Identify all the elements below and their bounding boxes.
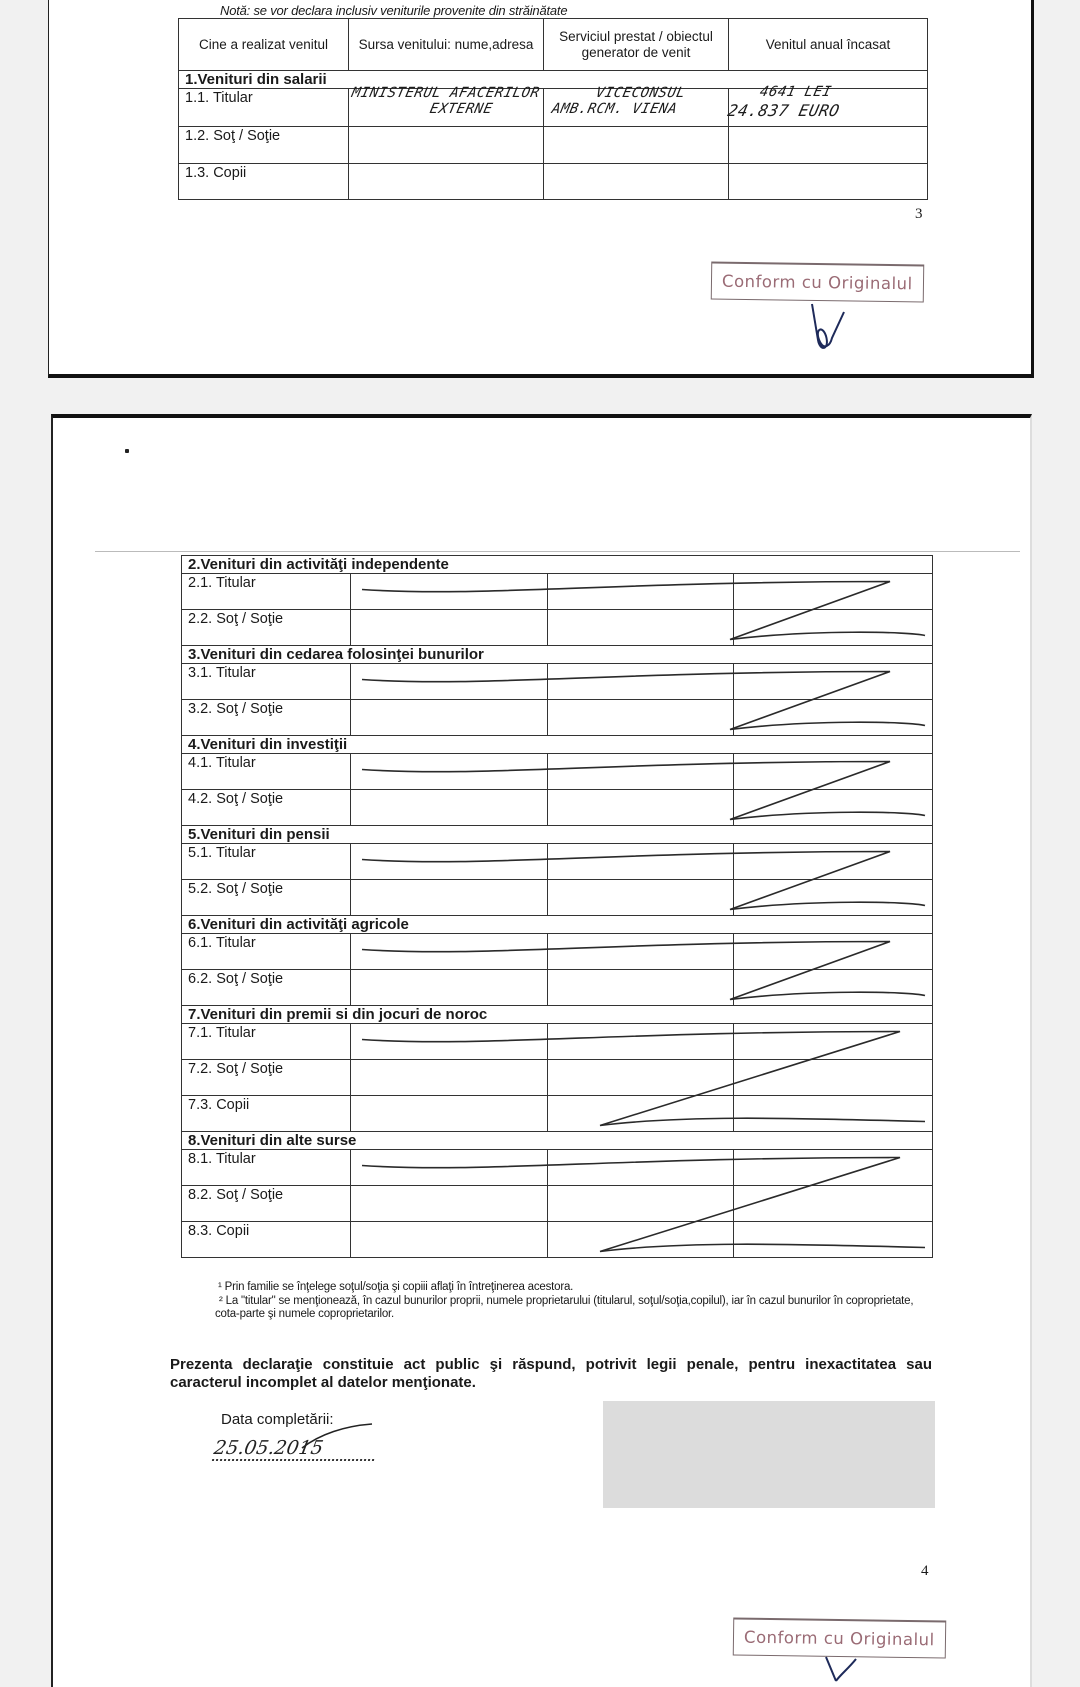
empty-cell: [734, 664, 933, 700]
section-title: 8.Venituri din alte surse: [182, 1132, 933, 1150]
table-row: [179, 164, 928, 200]
empty-cell: [351, 1024, 548, 1060]
legal-declaration: Prezenta declaraţie constituie act public şi răspund, potrivit legii penale, pentru inexactitatea sau caracterul incomplet al datelor menţionate.: [170, 1356, 932, 1391]
table-row: [182, 934, 933, 970]
column-header-annual-income: Venitul anual încasat: [729, 19, 928, 71]
completion-date-value: 25.05.2015: [212, 1437, 378, 1461]
row-label: 2.1. Titular: [182, 574, 351, 610]
footnote-family: ¹ Prin familie se înţelege soţul/soţia şi copiii aflaţi în întreţinerea acestora.: [218, 1281, 574, 1293]
empty-cell: [734, 934, 933, 970]
section-header-row: [182, 736, 933, 754]
income-table-other: [181, 555, 933, 1258]
row-label: 5.2. Soţ / Soţie: [182, 880, 351, 916]
signature-icon: [800, 300, 860, 360]
table-row: [182, 1060, 933, 1096]
row-label: 1.1. Titular: [179, 89, 349, 127]
empty-cell: [351, 970, 548, 1006]
table-row: [182, 1150, 933, 1186]
row-label: 6.1. Titular: [182, 934, 351, 970]
row-label: 8.2. Soţ / Soţie: [182, 1186, 351, 1222]
table-row: [182, 970, 933, 1006]
completion-date-label: Data completării:: [221, 1411, 334, 1428]
table-row: [182, 664, 933, 700]
row-label: 4.2. Soţ / Soţie: [182, 790, 351, 826]
handwritten-source-line2: EXTERNE: [428, 101, 495, 117]
empty-cell: [734, 844, 933, 880]
empty-cell: [734, 1096, 933, 1132]
table-row: [182, 1096, 933, 1132]
divider-line: [95, 551, 1020, 552]
empty-cell: [734, 700, 933, 736]
column-header-service: Serviciul prestat / obiectul generator de venit: [544, 19, 729, 71]
empty-cell: [351, 934, 548, 970]
table-row: [182, 610, 933, 646]
row-label: 7.1. Titular: [182, 1024, 351, 1060]
section-header-row: [182, 916, 933, 934]
empty-cell: [351, 574, 548, 610]
table-row: [182, 880, 933, 916]
row-label: 7.2. Soţ / Soţie: [182, 1060, 351, 1096]
section-title: 7.Venituri din premii si din jocuri de noroc: [182, 1006, 933, 1024]
empty-cell: [548, 1186, 734, 1222]
section-title: 3.Venituri din cedarea folosinţei bunurilor: [182, 646, 933, 664]
row-label: 7.3. Copii: [182, 1096, 351, 1132]
empty-cell: [734, 880, 933, 916]
signature-icon: [818, 1655, 868, 1683]
column-header-who: Cine a realizat venitul: [179, 19, 349, 71]
row-label: 3.1. Titular: [182, 664, 351, 700]
handwritten-source-line1: MINISTERUL AFACERILOR: [350, 85, 542, 101]
empty-cell: [351, 754, 548, 790]
empty-cell: [734, 610, 933, 646]
row-label: 8.3. Copii: [182, 1222, 351, 1258]
certified-copy-stamp: Conform cu Originalul: [733, 1618, 946, 1659]
row-label: 4.1. Titular: [182, 754, 351, 790]
empty-cell: [734, 1060, 933, 1096]
empty-cell: [351, 844, 548, 880]
section-header-row: [182, 646, 933, 664]
empty-cell: [548, 700, 734, 736]
empty-cell: [548, 844, 734, 880]
empty-cell: [351, 1060, 548, 1096]
empty-cell: [351, 1222, 548, 1258]
row-label: 5.1. Titular: [182, 844, 351, 880]
table-row: [182, 1222, 933, 1258]
empty-cell: [548, 934, 734, 970]
empty-cell: [548, 970, 734, 1006]
section-header-row: [182, 826, 933, 844]
empty-cell: [548, 1060, 734, 1096]
section-title: 2.Venituri din activităţi independente: [182, 556, 933, 574]
table-header-row: [179, 19, 928, 71]
footnote-titular: ² La "titular" se menţionează, în cazul bunurilor proprii, numele proprietarului (titularul, soţul/soţia,copilul), iar în cazul bunurilor în coproprietate, cota-parte şi numele coproprietarilor.: [215, 1295, 914, 1320]
row-label: 2.2. Soţ / Soţie: [182, 610, 351, 646]
empty-cell: [548, 1096, 734, 1132]
row-label: 3.2. Soţ / Soţie: [182, 700, 351, 736]
empty-cell: [351, 790, 548, 826]
table-row: [182, 574, 933, 610]
certified-copy-stamp: Conform cu Originalul: [711, 262, 924, 303]
empty-cell: [734, 970, 933, 1006]
table-row: [182, 754, 933, 790]
empty-cell: [548, 664, 734, 700]
date-flourish-icon: [300, 1420, 380, 1450]
section-header-row: [182, 1006, 933, 1024]
empty-cell: [548, 880, 734, 916]
row-label: 8.1. Titular: [182, 1150, 351, 1186]
table-row: [182, 790, 933, 826]
empty-cell: [548, 1024, 734, 1060]
section-header-row: [182, 556, 933, 574]
empty-cell: [734, 754, 933, 790]
empty-cell: [351, 880, 548, 916]
empty-cell: [548, 790, 734, 826]
empty-cell: [734, 1222, 933, 1258]
section-title: 4.Venituri din investiţii: [182, 736, 933, 754]
row-label: 1.3. Copii: [179, 164, 349, 200]
section-title: 1.Venituri din salarii: [179, 71, 928, 89]
scan-speck: [125, 449, 129, 453]
handwritten-service-line2: AMB.RCM. VIENA: [550, 101, 679, 117]
empty-cell: [734, 1186, 933, 1222]
foreign-income-note: Notă: se vor declara inclusiv veniturile provenite din străinătate: [220, 3, 568, 18]
page-number: 3: [915, 206, 923, 222]
empty-cell: [548, 610, 734, 646]
empty-cell: [351, 700, 548, 736]
empty-cell: [548, 574, 734, 610]
handwritten-income-line2: 24.837 EURO: [725, 101, 842, 120]
empty-cell: [734, 1150, 933, 1186]
row-label: 1.2. Soţ / Soţie: [179, 127, 349, 164]
row-label: 6.2. Soţ / Soţie: [182, 970, 351, 1006]
empty-cell: [351, 664, 548, 700]
empty-cell: [734, 574, 933, 610]
empty-cell: [351, 610, 548, 646]
page-number: 4: [921, 1563, 929, 1579]
redacted-signature-box: [603, 1401, 935, 1508]
section-title: 6.Venituri din activităţi agricole: [182, 916, 933, 934]
handwritten-service-line1: VICECONSUL: [594, 85, 687, 101]
empty-cell: [351, 1186, 548, 1222]
empty-cell: [548, 754, 734, 790]
table-row: [179, 127, 928, 164]
column-header-source: Sursa venitului: nume,adresa: [349, 19, 544, 71]
empty-cell: [734, 1024, 933, 1060]
empty-cell: [351, 1150, 548, 1186]
empty-cell: [351, 1096, 548, 1132]
table-row: [182, 1024, 933, 1060]
table-row: [182, 700, 933, 736]
table-row: [182, 844, 933, 880]
empty-cell: [734, 790, 933, 826]
handwritten-income-line1: 4641 LEI: [758, 84, 834, 100]
section-header-row: [182, 1132, 933, 1150]
empty-cell: [548, 1150, 734, 1186]
section-title: 5.Venituri din pensii: [182, 826, 933, 844]
empty-cell: [548, 1222, 734, 1258]
table-row: [182, 1186, 933, 1222]
